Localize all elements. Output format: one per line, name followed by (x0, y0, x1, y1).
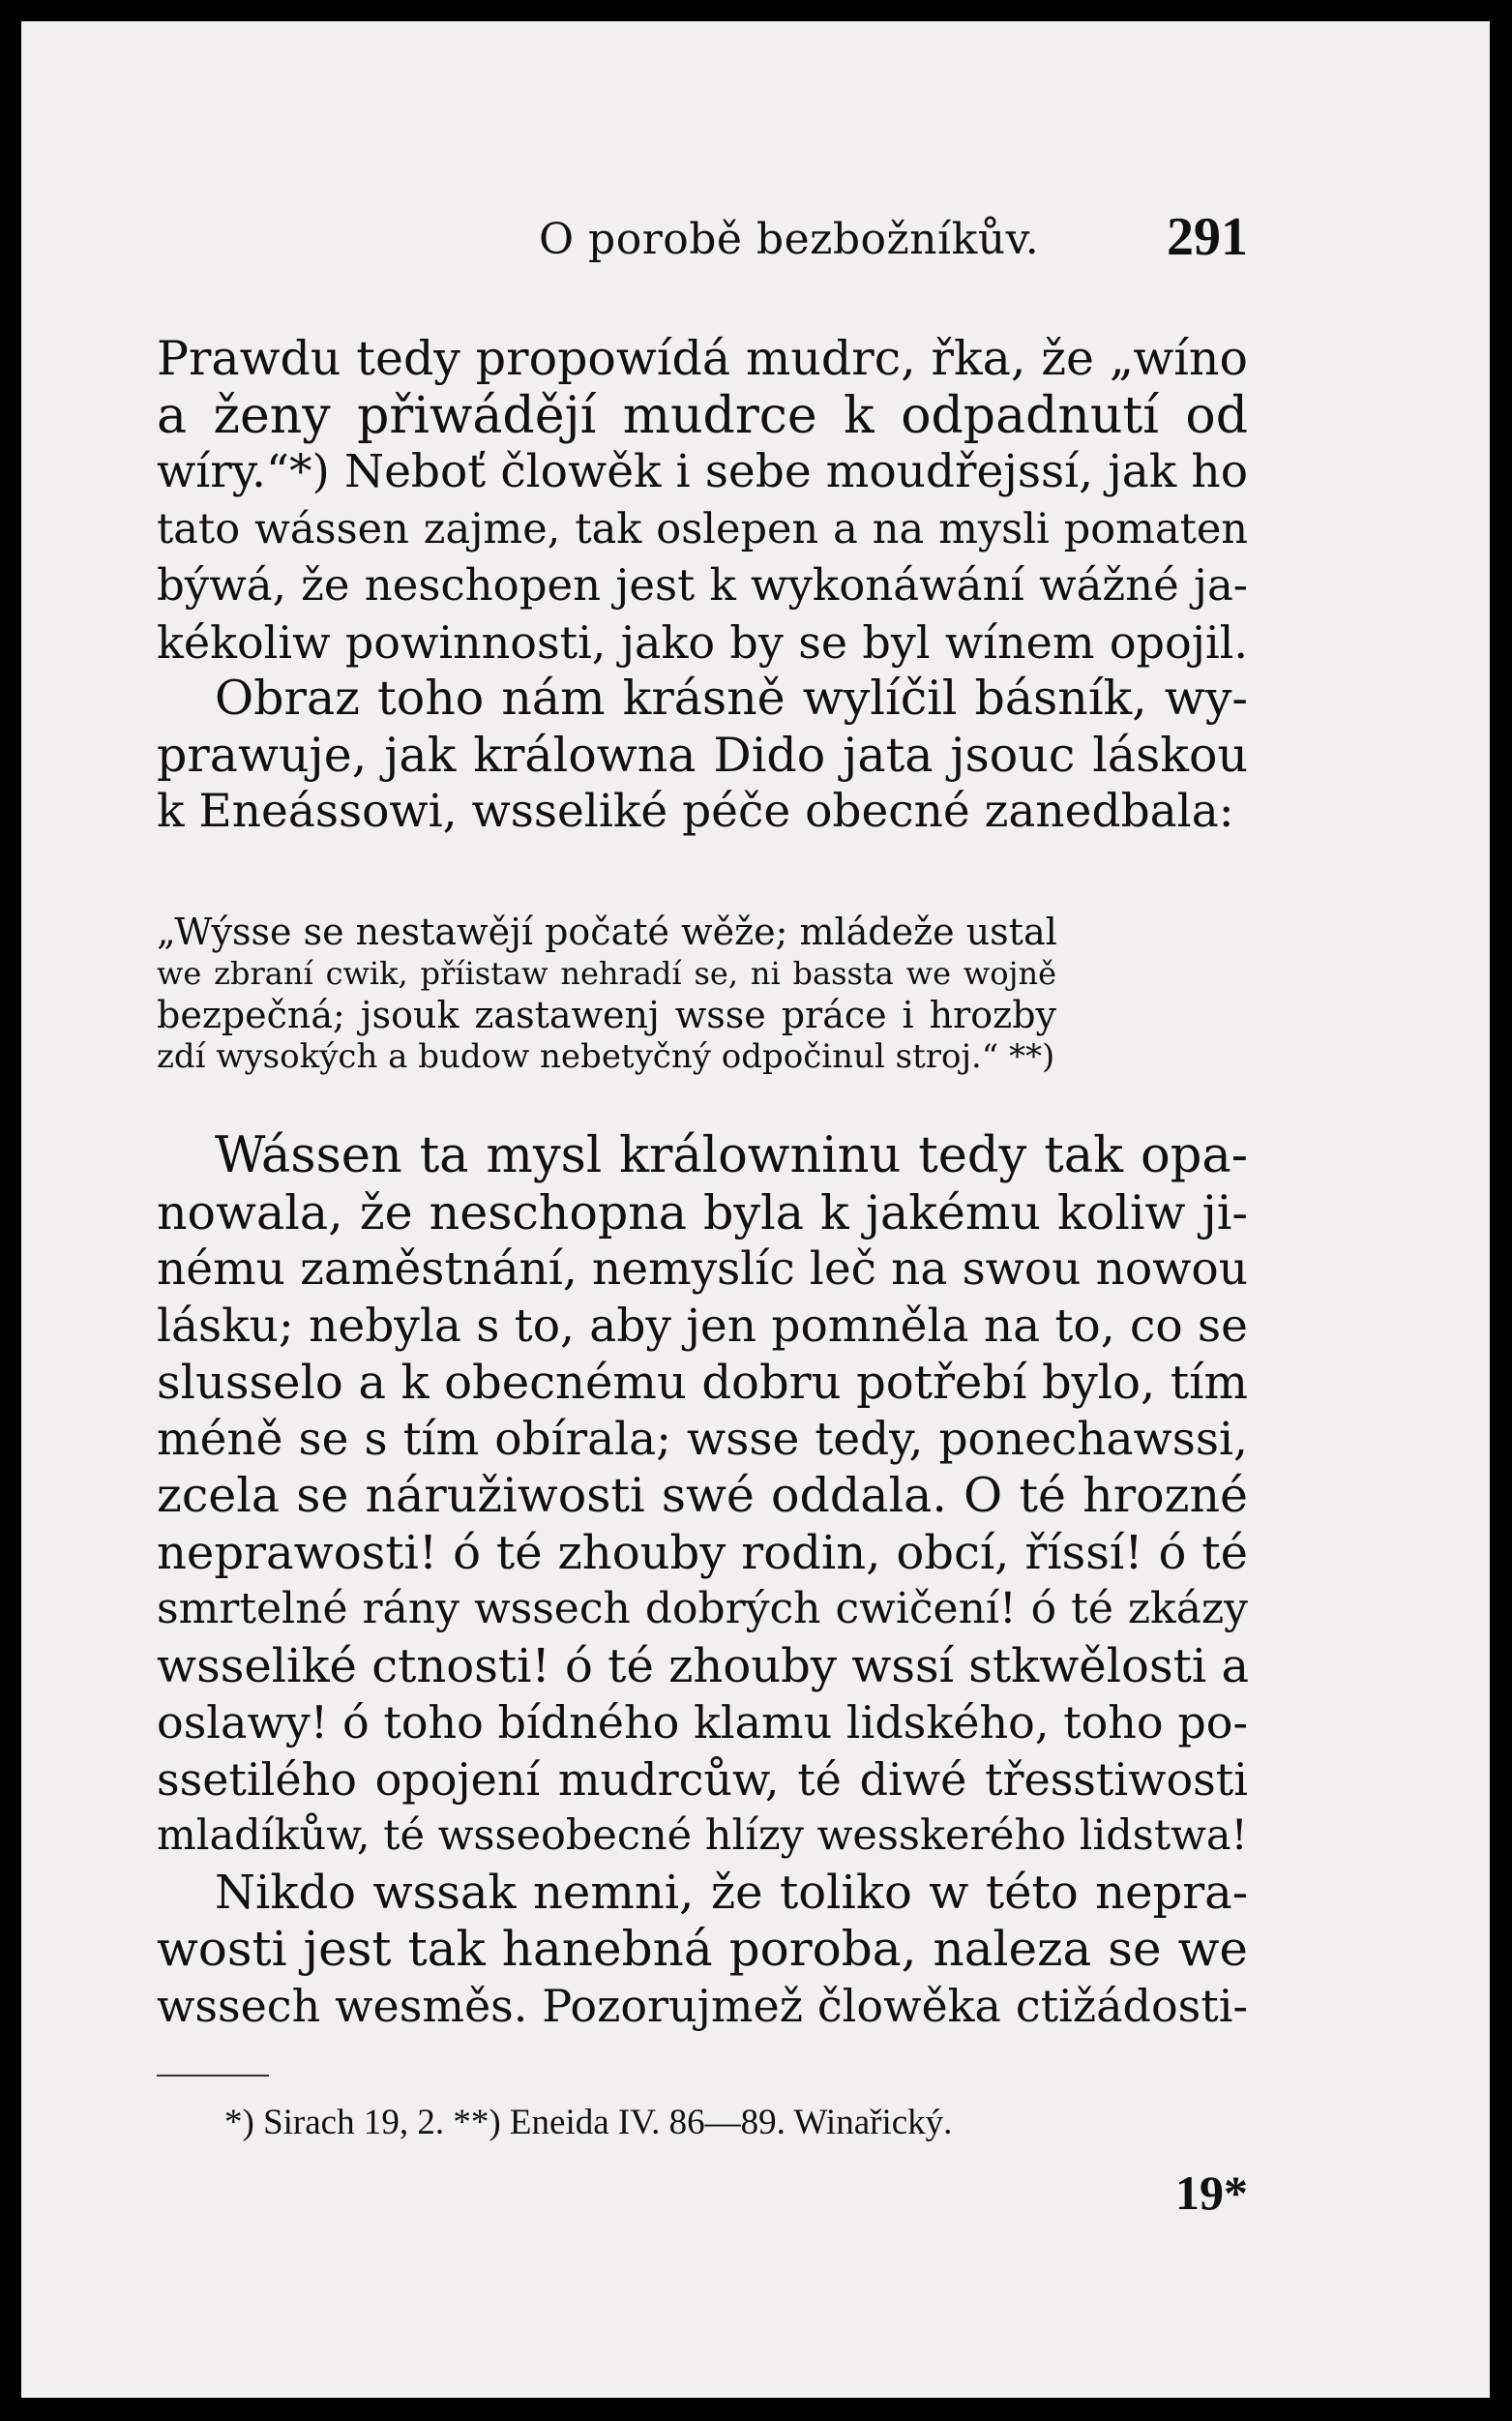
verse-line: „Wýsse se nestawějí počaté wěže; mládeže ustal (157, 911, 1057, 953)
text-line: Nikdo wssak nemni, že toliko w této nepra- (215, 1865, 1248, 1920)
text-line: neprawosti! ó té zhouby rodin, obcí, říssí! ó té (157, 1525, 1248, 1580)
text-line: zcela se náružiwosti swé oddala. O té hrozné (157, 1468, 1248, 1523)
page-header (157, 207, 1248, 279)
verse-line: we zbraní cwik, příistaw nehradí se, ni bassta we wojně (157, 955, 1056, 992)
text-line: a ženy přiwádějí mudrce k odpadnutí od (157, 386, 1248, 445)
page-number: 291 (1167, 207, 1248, 267)
verse-line: bezpečná; jsouk zastawenj wsse práce i hrozby (157, 994, 1056, 1036)
paragraph-2 (157, 1128, 1248, 2034)
text-line: méně se s tím obírala; wsse tedy, ponechawssi, (157, 1412, 1248, 1466)
footnote: *) Sirach 19, 2. **) Eneida IV. 86—89. Winařický. (224, 2103, 953, 2142)
text-line: kékoliw powinnosti, jako by se byl wínem opojil. (157, 615, 1248, 669)
book-page (21, 21, 1490, 2398)
text-line: wssech wesměs. Pozorujmež člowěka ctižádosti- (157, 1979, 1248, 2032)
text-line: wosti jest tak hanebná poroba, naleza se we (157, 1921, 1248, 1977)
text-line: nému zaměstnání, nemyslíc leč na swou nowou (157, 1242, 1248, 1296)
text-line: ssetilého opojení mudrcůw, té diwé třesstiwosti (157, 1752, 1248, 1806)
text-line: Obraz toho nám krásně wylíčil básník, wy- (215, 671, 1248, 726)
footnote-divider (157, 2075, 269, 2077)
paragraph-1 (157, 331, 1248, 841)
text-line: smrtelné rány wssech dobrých cwičení! ó té zkázy (157, 1584, 1248, 1633)
text-line: prawuje, jak králowna Dido jata jsouc láskou (157, 727, 1248, 783)
text-line: wsseliké ctnosti! ó té zhouby wssí stkwělosti a (157, 1638, 1250, 1693)
text-line: wíry.“*) Neboť člowěk i sebe moudřejssí, jak ho (157, 445, 1248, 498)
text-line: mladíkůw, té wsseobecné hlízy wesskerého lidstwa! (157, 1811, 1248, 1860)
verse-line: zdí wysokých a budow nebetyčný odpočinul stroj.“ **) (157, 1037, 1055, 1076)
text-line: lásku; nebyla s to, aby jen pomněla na to, co se (157, 1299, 1248, 1353)
text-line: tato wássen zajme, tak oslepen a na mysli pomaten (157, 504, 1248, 553)
text-line: nowala, že neschopna byla k jakému koliw ji- (157, 1184, 1248, 1240)
printer-signature: 19* (1175, 2166, 1248, 2220)
text-line: k Eneássowi, wsseliké péče obecné zanedbala: (157, 785, 1234, 838)
text-line: Prawdu tedy propowídá mudrc, řka, že „wíno (157, 331, 1248, 386)
text-line: býwá, že neschopen jest k wykonáwání wážné ja- (157, 559, 1248, 611)
text-line: Wássen ta mysl králowninu tedy tak opa- (215, 1127, 1248, 1184)
running-title: O porobě bezbožníkův. (539, 215, 1040, 264)
text-line: oslawy! ó toho bídného klamu lidského, toho po- (157, 1696, 1248, 1748)
verse-quotation (157, 912, 1056, 1078)
text-line: slusselo a k obecnému dobru potřebí bylo, tím (157, 1356, 1248, 1410)
